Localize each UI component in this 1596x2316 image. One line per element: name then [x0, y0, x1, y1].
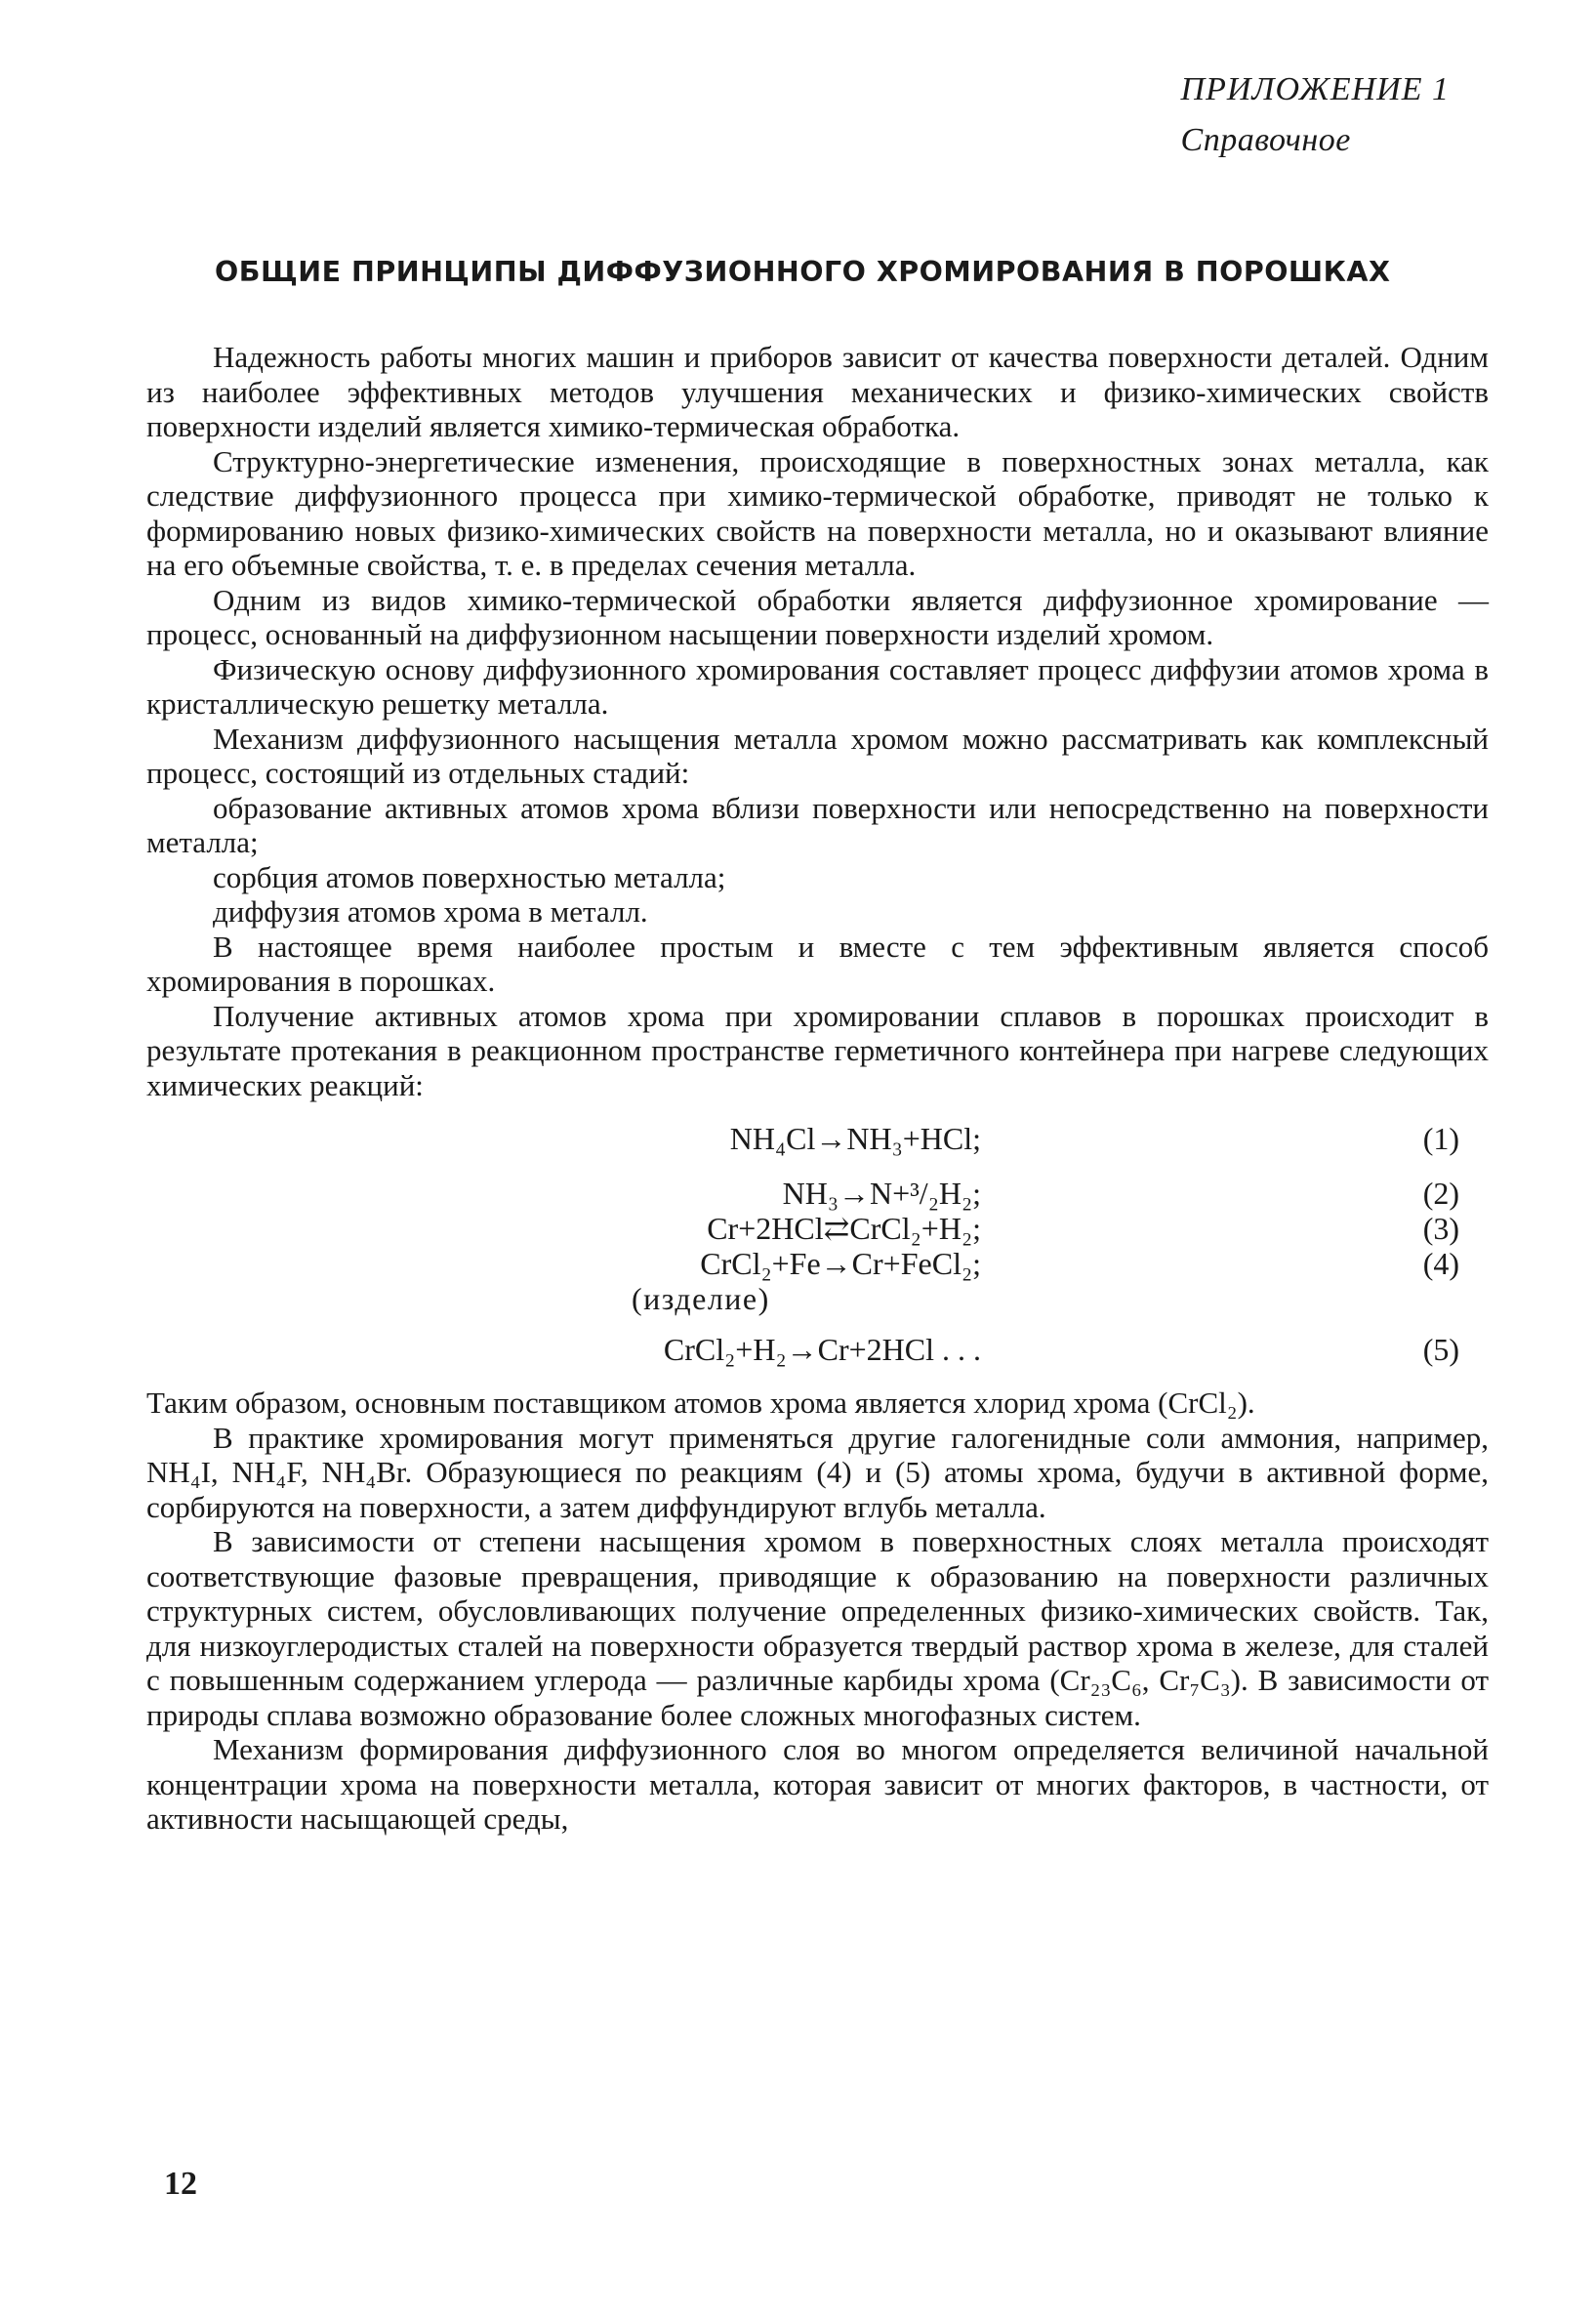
equation-number: (5) — [1422, 1332, 1459, 1367]
list-item: диффузия атомов хрома в металл. — [213, 894, 648, 929]
paragraph: В практике хромирования могут применяться другие галогенидные соли аммония, например, NH₄I, NH₄F, NH₄Br. Образующиеся по реакциям (4) и (5) атомы хрома, будучи в активной форме, сорбируются на поверхности, а затем диффундируют вглубь металла. — [146, 1420, 1489, 1524]
body-text — [146, 340, 1489, 1837]
equation-expression: CrCl₂+H₂→Cr+2HCl . . . — [663, 1332, 981, 1367]
paragraph: Надежность работы многих машин и приборов зависит от качества поверхности деталей. Одним из наиболее эффективных методов улучшения механических и физико-химических свойств поверхности изделий является химико-термическая обработка. — [146, 340, 1489, 443]
equation-number: (3) — [1422, 1211, 1459, 1246]
equation-number: (2) — [1422, 1176, 1459, 1211]
equation-number: (4) — [1422, 1246, 1459, 1281]
equation-row — [146, 1122, 1489, 1157]
paragraph: Таким образом, основным поставщиком атомов хрома является хлорид хрома (CrCl₂). — [146, 1385, 1255, 1420]
equation-row — [146, 1212, 1489, 1247]
paragraph: Механизм формирования диффузионного слоя во многом определяется величиной начальной концентрации хрома на поверхности металла, которая зависит от многих факторов, в частности, от активности насыщающей среды, — [146, 1732, 1489, 1836]
equation-expression: NH₃→N+³/₂H₂; — [782, 1176, 981, 1211]
list-item: сорбция атомов поверхностью металла; — [213, 859, 726, 894]
equation-row — [146, 1177, 1489, 1212]
paragraph: В настоящее время наиболее простым и вместе с тем эффективным является способ хромирования в порошках. — [146, 929, 1489, 998]
appendix-label: ПРИЛОЖЕНИЕ 1 — [1180, 71, 1450, 107]
reaction-equations — [146, 1122, 1489, 1368]
paragraph: Получение активных атомов хрома при хромировании сплавов в порошках происходит в результате протекания в реакционном пространстве герметичного контейнера при нагреве следующих химических реакций: — [146, 998, 1489, 1102]
equation-row — [146, 1247, 1489, 1282]
appendix-header — [1181, 64, 1450, 166]
page-title: ОБЩИЕ ПРИНЦИПЫ ДИФФУЗИОННОГО ХРОМИРОВАНИЯ В ПОРОШКАХ — [215, 256, 1391, 288]
paragraph: В зависимости от степени насыщения хромом в поверхностных слоях металла происходят соответствующие фазовые превращения, приводящие к образованию на поверхности различных структурных систем, обусловливающих получение определенных физико-химических свойств. Так, для низкоуглеродистых сталей на поверхности образуется твердый раствор хрома в железе, для сталей с повышенным содержанием углерода — различные карбиды хрома (Cr₂₃C₆, Cr₇C₃). В зависимости от природы сплава возможно образование более сложных многофазных систем. — [146, 1524, 1489, 1732]
paragraph: Физическую основу диффузионного хромирования составляет процесс диффузии атомов хрома в кристаллическую решетку металла. — [146, 651, 1489, 721]
paragraph: Структурно-энергетические изменения, происходящие в поверхностных зонах металла, как следствие диффузионного процесса при химико-термической обработке, приводят не только к формированию новых физико-химических свойств на поверхности металла, но и оказывают влияние на его объемные свойства, т. е. в пределах сечения металла. — [146, 443, 1489, 582]
paragraph: Одним из видов химико-термической обработки является диффузионное хромирование — процесс, основанный на диффузионном насыщении поверхности изделий хромом. — [146, 582, 1489, 651]
equation-expression: CrCl₂+Fe→Cr+FeCl₂; — [700, 1246, 981, 1281]
paragraph: Механизм диффузионного насыщения металла хромом можно рассматривать как комплексный процесс, состоящий из отдельных стадий: — [146, 721, 1489, 790]
equation-note: (изделие) — [632, 1281, 770, 1316]
reference-label: Справочное — [1180, 122, 1351, 158]
list-item: образование активных атомов хрома вблизи поверхности или непосредственно на поверхности металла; — [146, 790, 1489, 859]
page-number: 12 — [164, 2166, 197, 2202]
equation-expression: Cr+2HCl⇄CrCl₂+H₂; — [707, 1211, 981, 1246]
equation-number: (1) — [1422, 1121, 1459, 1156]
equation-expression: NH₄Cl→NH₃+HCl; — [729, 1121, 981, 1156]
equation-row — [146, 1333, 1489, 1368]
